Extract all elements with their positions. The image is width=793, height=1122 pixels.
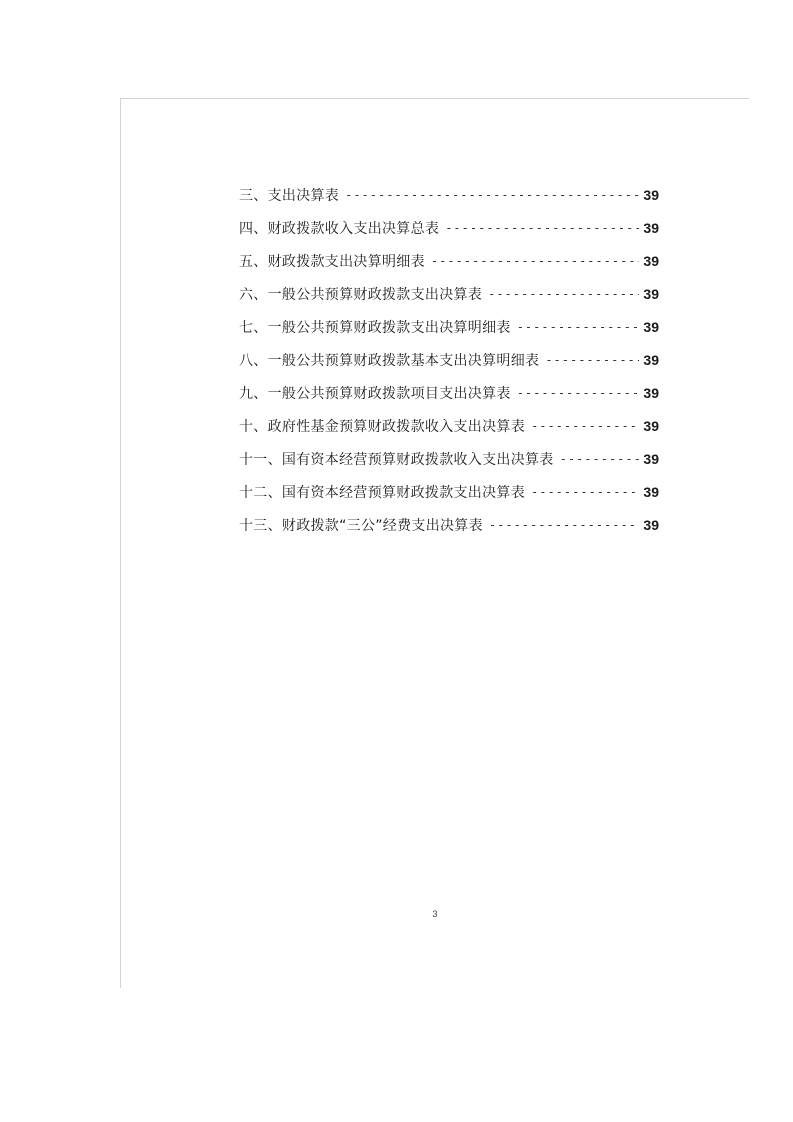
toc-entry-page: 39 — [643, 417, 659, 434]
toc-entry-8[interactable] — [239, 343, 659, 376]
page-top-border — [121, 98, 749, 99]
toc-entry-page: 39 — [643, 450, 659, 467]
toc-entry-13[interactable] — [239, 508, 659, 541]
toc-dot-leader — [531, 486, 639, 498]
toc-entry-page: 39 — [643, 252, 659, 269]
toc-dot-leader — [345, 189, 639, 201]
toc-entry-title: 三、支出决算表 — [239, 187, 340, 204]
toc-entry-10[interactable] — [239, 409, 659, 442]
toc-entry-title: 十三、财政拨款“三公”经费支出决算表 — [239, 517, 483, 534]
toc-entry-title: 七、一般公共预算财政拨款支出决算明细表 — [239, 319, 511, 336]
toc-dot-leader — [531, 420, 639, 432]
toc-dot-leader — [560, 453, 640, 465]
toc-entry-page: 39 — [643, 351, 659, 368]
toc-entry-title: 十二、国有资本经营预算财政拨款支出决算表 — [239, 484, 525, 501]
table-of-contents — [239, 178, 659, 541]
toc-entry-title: 八、一般公共预算财政拨款基本支出决算明细表 — [239, 352, 540, 369]
toc-entry-11[interactable] — [239, 442, 659, 475]
toc-entry-9[interactable] — [239, 376, 659, 409]
toc-entry-page: 39 — [643, 318, 659, 335]
toc-entry-page: 39 — [643, 285, 659, 302]
toc-entry-page: 39 — [643, 516, 659, 533]
toc-dot-leader — [517, 321, 640, 333]
toc-entry-6[interactable] — [239, 277, 659, 310]
toc-entry-title: 六、一般公共预算财政拨款支出决算表 — [239, 286, 483, 303]
toc-dot-leader — [517, 387, 640, 399]
toc-dot-leader — [431, 255, 640, 267]
toc-entry-title: 十一、国有资本经营预算财政拨款收入支出决算表 — [239, 451, 554, 468]
toc-dot-leader — [445, 222, 639, 234]
toc-entry-page: 39 — [643, 483, 659, 500]
toc-entry-page: 39 — [643, 219, 659, 236]
toc-dot-leader — [488, 288, 639, 300]
toc-entry-5[interactable] — [239, 244, 659, 277]
toc-dot-leader — [545, 354, 639, 366]
page-number: 3 — [432, 909, 438, 919]
toc-entry-4[interactable] — [239, 211, 659, 244]
toc-entry-12[interactable] — [239, 475, 659, 508]
toc-entry-title: 十、政府性基金预算财政拨款收入支出决算表 — [239, 418, 525, 435]
toc-entry-title: 四、财政拨款收入支出决算总表 — [239, 220, 440, 237]
toc-entry-page: 39 — [643, 384, 659, 401]
page-left-border — [120, 98, 121, 988]
toc-dot-leader — [489, 519, 640, 531]
toc-entry-title: 九、一般公共预算财政拨款项目支出决算表 — [239, 385, 511, 402]
toc-entry-page: 39 — [643, 186, 659, 203]
toc-entry-7[interactable] — [239, 310, 659, 343]
toc-entry-title: 五、财政拨款支出决算明细表 — [239, 253, 425, 270]
toc-entry-3[interactable] — [239, 178, 659, 211]
